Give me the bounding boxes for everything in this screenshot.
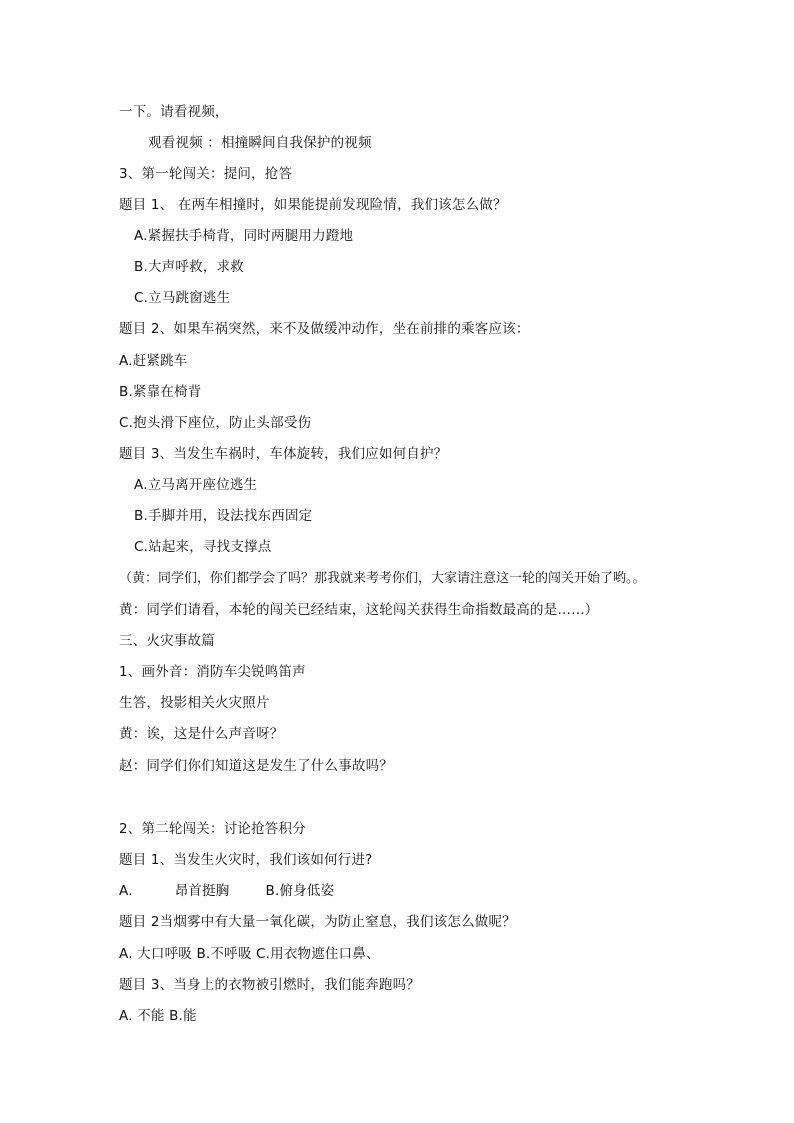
text-line: 3、第一轮闯关：提问，抢答 bbox=[119, 166, 293, 182]
option-line: C.立马跳窗逃生 bbox=[134, 290, 231, 306]
text-line: 观看视频 ：相撞瞬间自我保护的视频 bbox=[148, 135, 372, 151]
option-line: C.站起来，寻找支撑点 bbox=[134, 539, 272, 555]
question-line: 题目 3、当身上的衣物被引燃时，我们能奔跑吗？ bbox=[119, 977, 420, 993]
option-line: B.大声呼救，求救 bbox=[134, 259, 244, 275]
text-line: 生答，投影相关火灾照片 bbox=[119, 695, 270, 711]
question-line: 题目 2当烟雾中有大量一氧化碳，为防止窒息，我们该怎么做呢？ bbox=[119, 914, 516, 930]
option-line: A. 大口呼吸 B.不呼吸 C.用衣物遮住口鼻、 bbox=[119, 946, 380, 962]
text-line: 一下。请看视频， bbox=[119, 104, 229, 120]
dialogue-line: 赵：同学们你们知道这是发生了什么事故吗？ bbox=[119, 758, 393, 774]
dialogue-line: 黄：诶，这是什么声音呀？ bbox=[119, 726, 284, 742]
option-line: B.手脚并用，设法找东西固定 bbox=[134, 508, 313, 524]
option-b-text: B.俯身低姿 bbox=[265, 883, 335, 899]
question-line: 题目 2、如果车祸突然，来不及做缓冲动作，坐在前排的乘客应该： bbox=[119, 321, 530, 337]
option-line: A.立马离开座位逃生 bbox=[134, 477, 258, 493]
question-line: 题目 1、当发生火灾时，我们该如何行进? bbox=[119, 852, 373, 868]
question-line: 题目 3、当发生车祸时，车体旋转，我们应如何自护？ bbox=[119, 446, 448, 462]
option-line: B.紧靠在椅背 bbox=[119, 384, 202, 400]
option-line: C.抱头滑下座位，防止头部受伤 bbox=[119, 415, 312, 431]
option-line bbox=[119, 882, 334, 900]
text-line: 2、第二轮闯关：讨论抢答积分 bbox=[119, 821, 306, 837]
option-line: A.紧握扶手椅背，同时两腿用力蹬地 bbox=[134, 228, 354, 244]
option-line: A.赶紧跳车 bbox=[119, 353, 188, 369]
dialogue-line: （黄：同学们，你们都学会了吗？那我就来考考你们，大家请注意这一轮的闯关开始了哟。。 bbox=[119, 571, 646, 586]
question-line: 题目 1、 在两车相撞时，如果能提前发现险情，我们该怎么做？ bbox=[119, 197, 507, 213]
section-heading: 三、火灾事故篇 bbox=[119, 633, 215, 649]
option-a-text: 昂首挺胸 bbox=[174, 883, 230, 899]
dialogue-line: 黄：同学们请看，本轮的闯关已经结束，这轮闯关获得生命指数最高的是……） bbox=[119, 602, 599, 618]
option-a-label: A. bbox=[119, 883, 133, 899]
option-line: A. 不能 B.能 bbox=[119, 1008, 197, 1024]
text-line: 1、画外音：消防车尖锐鸣笛声 bbox=[119, 664, 306, 680]
